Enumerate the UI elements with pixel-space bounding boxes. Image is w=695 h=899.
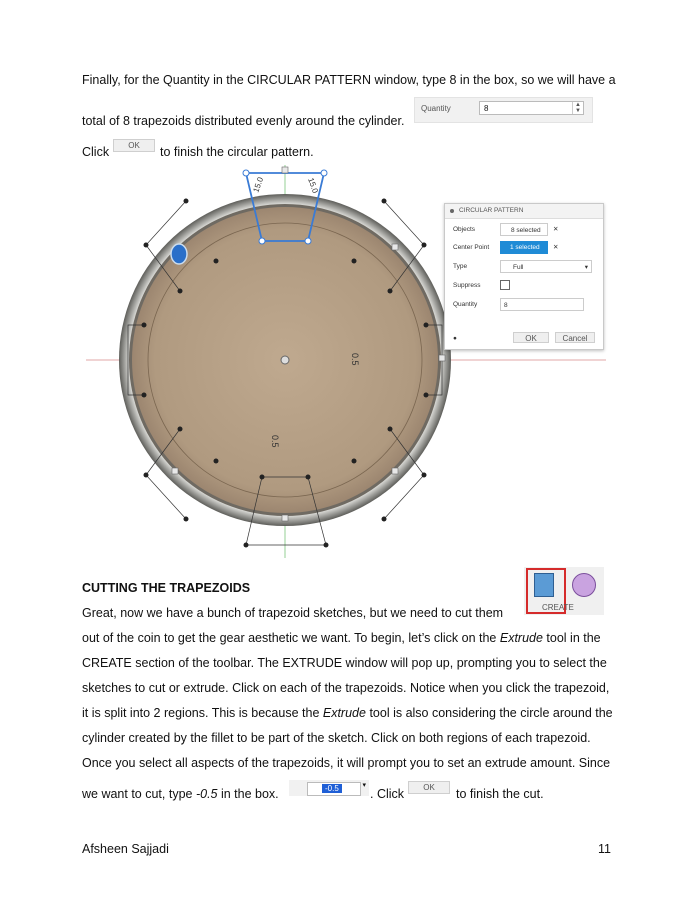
pivot-icon <box>171 244 187 264</box>
objects-value: 8 selected <box>511 227 541 234</box>
cancel-button[interactable]: Cancel <box>555 332 595 343</box>
footer-author: Afsheen Sajjadi <box>82 842 169 856</box>
paragraph-line: sketches to cut or extrude. Click on each of the trapezoids. Notice when you click the trapezoid, <box>82 681 610 695</box>
chevron-down-icon: ▾ <box>584 264 588 271</box>
ok-button[interactable]: OK <box>513 332 549 343</box>
type-select[interactable] <box>500 260 592 273</box>
angle-label: 15.0 <box>306 176 320 195</box>
center-label: Center Point <box>453 244 490 251</box>
paragraph-line <box>82 705 613 721</box>
suppress-checkbox[interactable] <box>500 280 510 290</box>
click-text: Click <box>82 145 110 159</box>
paragraph-line: to finish the circular pattern. <box>160 145 314 159</box>
extrude-value-box <box>307 782 361 796</box>
extrude-input-image <box>289 780 369 796</box>
text-span: tool is also considering the circle around the <box>365 706 613 720</box>
center-value: 1 selected <box>510 244 540 251</box>
quantity-label: Quantity <box>453 301 478 308</box>
page-number: 11 <box>598 842 611 856</box>
type-label: Type <box>453 263 468 270</box>
quantity-widget <box>414 97 593 123</box>
objects-field[interactable] <box>500 223 548 236</box>
paragraph-line: to finish the cut. <box>456 787 544 801</box>
create-toolbar-image <box>524 567 604 615</box>
text-span: we want to cut, type <box>82 787 196 801</box>
extrude-value: -0.5 <box>322 784 342 793</box>
paragraph-line: Great, now we have a bunch of trapezoid sketches, but we need to cut them <box>82 606 504 620</box>
extrude-icon <box>534 573 554 597</box>
ok-button-image: OK <box>113 139 155 152</box>
paragraph-line: CREATE section of the toolbar. The EXTRUDE window will pop up, prompting you to select the <box>82 656 607 670</box>
clear-icon[interactable]: ✕ <box>553 226 559 233</box>
quantity-value: 8 <box>504 302 508 309</box>
paragraph-line: Once you select all aspects of the trapezoids, it will prompt you to set an extrude amount. Since <box>82 756 611 770</box>
type-value: Full <box>513 264 524 271</box>
section-heading: CUTTING THE TRAPEZOIDS <box>82 581 251 595</box>
create-label: CREATE <box>542 603 574 612</box>
paragraph-line: total of 8 trapezoids distributed evenly around the cylinder. <box>82 114 405 128</box>
suppress-label: Suppress <box>453 282 481 289</box>
text-span: in the box. <box>217 787 279 801</box>
chevron-down-icon: ▾ <box>362 782 366 789</box>
paragraph-line: cylinder created by the fillet to be part of the sketch. Click on both regions of each trapezoid. <box>82 731 591 745</box>
text-span: tool in the <box>542 631 601 645</box>
paragraph-line: Finally, for the Quantity in the CIRCULAR PATTERN window, type 8 in the box, so we will have a <box>82 73 616 87</box>
dialog-title: CIRCULAR PATTERN <box>445 204 603 219</box>
ok-button-image: OK <box>408 781 450 794</box>
circular-pattern-dialog <box>444 203 604 350</box>
dimension-label: 0.5 <box>350 353 360 366</box>
paragraph-line <box>82 786 279 802</box>
quantity-input[interactable] <box>500 298 584 311</box>
clear-icon[interactable]: ✕ <box>553 244 559 251</box>
text-span: out of the coin to get the gear aesthetic we want. To begin, let’s click on the <box>82 631 500 645</box>
angle-label: 15.0 <box>251 175 266 194</box>
emphasis: Extrude <box>322 706 366 720</box>
pattern-icon <box>572 573 596 597</box>
emphasis: -0.5 <box>195 787 218 801</box>
click-text: . Click <box>370 787 405 801</box>
paragraph-line <box>82 630 601 646</box>
emphasis: Extrude <box>499 631 543 645</box>
objects-label: Objects <box>453 226 476 233</box>
quantity-label: Quantity <box>421 104 451 113</box>
dimension-label: 0.5 <box>270 435 280 448</box>
text-span: it is split into 2 regions. This is because the <box>82 706 323 720</box>
center-field[interactable] <box>500 241 548 254</box>
info-icon: ● <box>453 335 457 342</box>
quantity-value: 8 <box>484 104 489 113</box>
center-point <box>281 356 289 364</box>
spinner-icon: ▲ ▼ <box>572 102 583 114</box>
quantity-input <box>479 101 584 115</box>
